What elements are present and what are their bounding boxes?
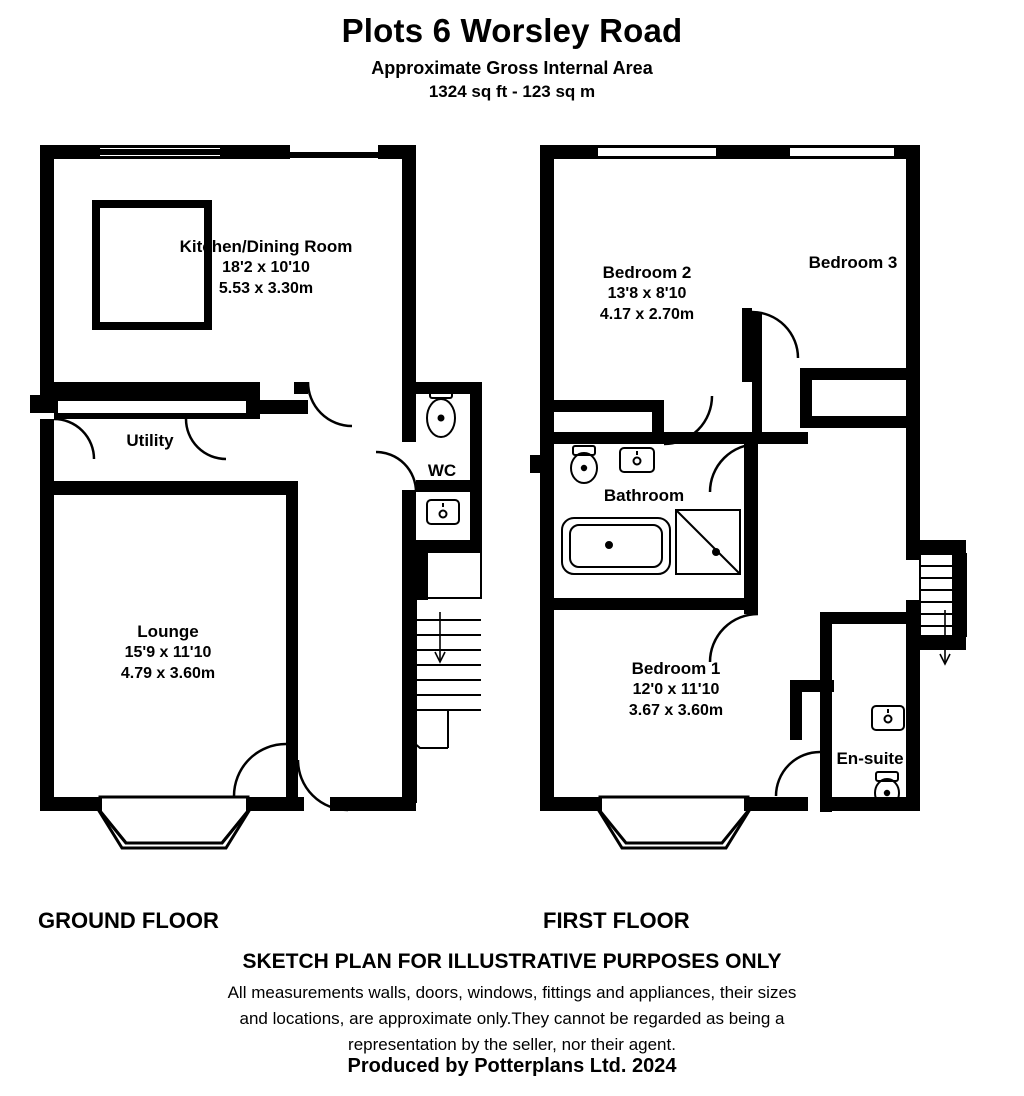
room-name: En-suite: [836, 749, 904, 768]
room-name: Bedroom 1: [631, 659, 721, 678]
wc-toilet-icon: [427, 388, 455, 437]
room-name: Bathroom: [603, 486, 685, 505]
room-label-ensuite: [790, 748, 950, 769]
room-name: Bedroom 2: [602, 263, 692, 282]
room-label-bedroom-1: [570, 658, 782, 721]
floor-label-ground: GROUND FLOOR: [38, 908, 219, 933]
producer-credit: Produced by Potterplans Ltd. 2024: [347, 1055, 677, 1077]
room-label-bathroom: [556, 485, 732, 506]
room-name: Utility: [126, 431, 174, 450]
gross-area-value: 1324 sq ft - 123 sq m: [428, 82, 596, 101]
room-dim-metric: 3.67 x 3.60m: [628, 702, 724, 719]
room-dim-metric: 4.79 x 3.60m: [120, 665, 216, 682]
room-label-bedroom-3: [760, 252, 946, 273]
room-name: Bedroom 3: [808, 253, 898, 272]
bathtub-icon: [562, 518, 670, 574]
disclaimer-line-1: All measurements walls, doors, windows, fittings and appliances, their sizes: [227, 983, 797, 1002]
gross-area-caption: Approximate Gross Internal Area: [371, 58, 653, 78]
room-name: Lounge: [137, 622, 199, 641]
shower-icon: [676, 510, 740, 574]
room-name: Kitchen/Dining Room: [179, 237, 353, 256]
room-label-utility: [70, 430, 230, 451]
room-dim-metric: 5.53 x 3.30m: [218, 280, 314, 297]
room-dim-imperial: 15'9 x 11'10: [124, 644, 212, 661]
disclaimer-line-3: representation by the seller, nor their agent.: [348, 1035, 676, 1054]
wc-basin-icon: [427, 500, 459, 524]
room-dim-imperial: 13'8 x 8'10: [607, 285, 687, 302]
ensuite-basin-icon: [872, 706, 904, 730]
page-title: Plots 6 Worsley Road: [341, 12, 683, 49]
room-name: WC: [427, 461, 457, 480]
room-label-bedroom-2: [554, 262, 740, 325]
room-label-lounge: [60, 621, 276, 684]
bathroom-toilet-icon: [571, 446, 597, 483]
disclaimer-heading: SKETCH PLAN FOR ILLUSTRATIVE PURPOSES ONLY: [242, 950, 782, 973]
disclaimer-text: [0, 980, 1024, 1058]
room-label-wc: [400, 460, 484, 481]
room-label-kitchen-dining: [126, 236, 406, 299]
room-dim-imperial: 18'2 x 10'10: [222, 259, 310, 276]
room-dim-imperial: 12'0 x 11'10: [632, 681, 720, 698]
bathroom-basin-icon: [620, 448, 654, 472]
disclaimer-line-2: and locations, are approximate only.They cannot be regarded as being a: [239, 1009, 785, 1028]
room-dim-metric: 4.17 x 2.70m: [599, 306, 695, 323]
floor-label-first: FIRST FLOOR: [543, 908, 690, 933]
